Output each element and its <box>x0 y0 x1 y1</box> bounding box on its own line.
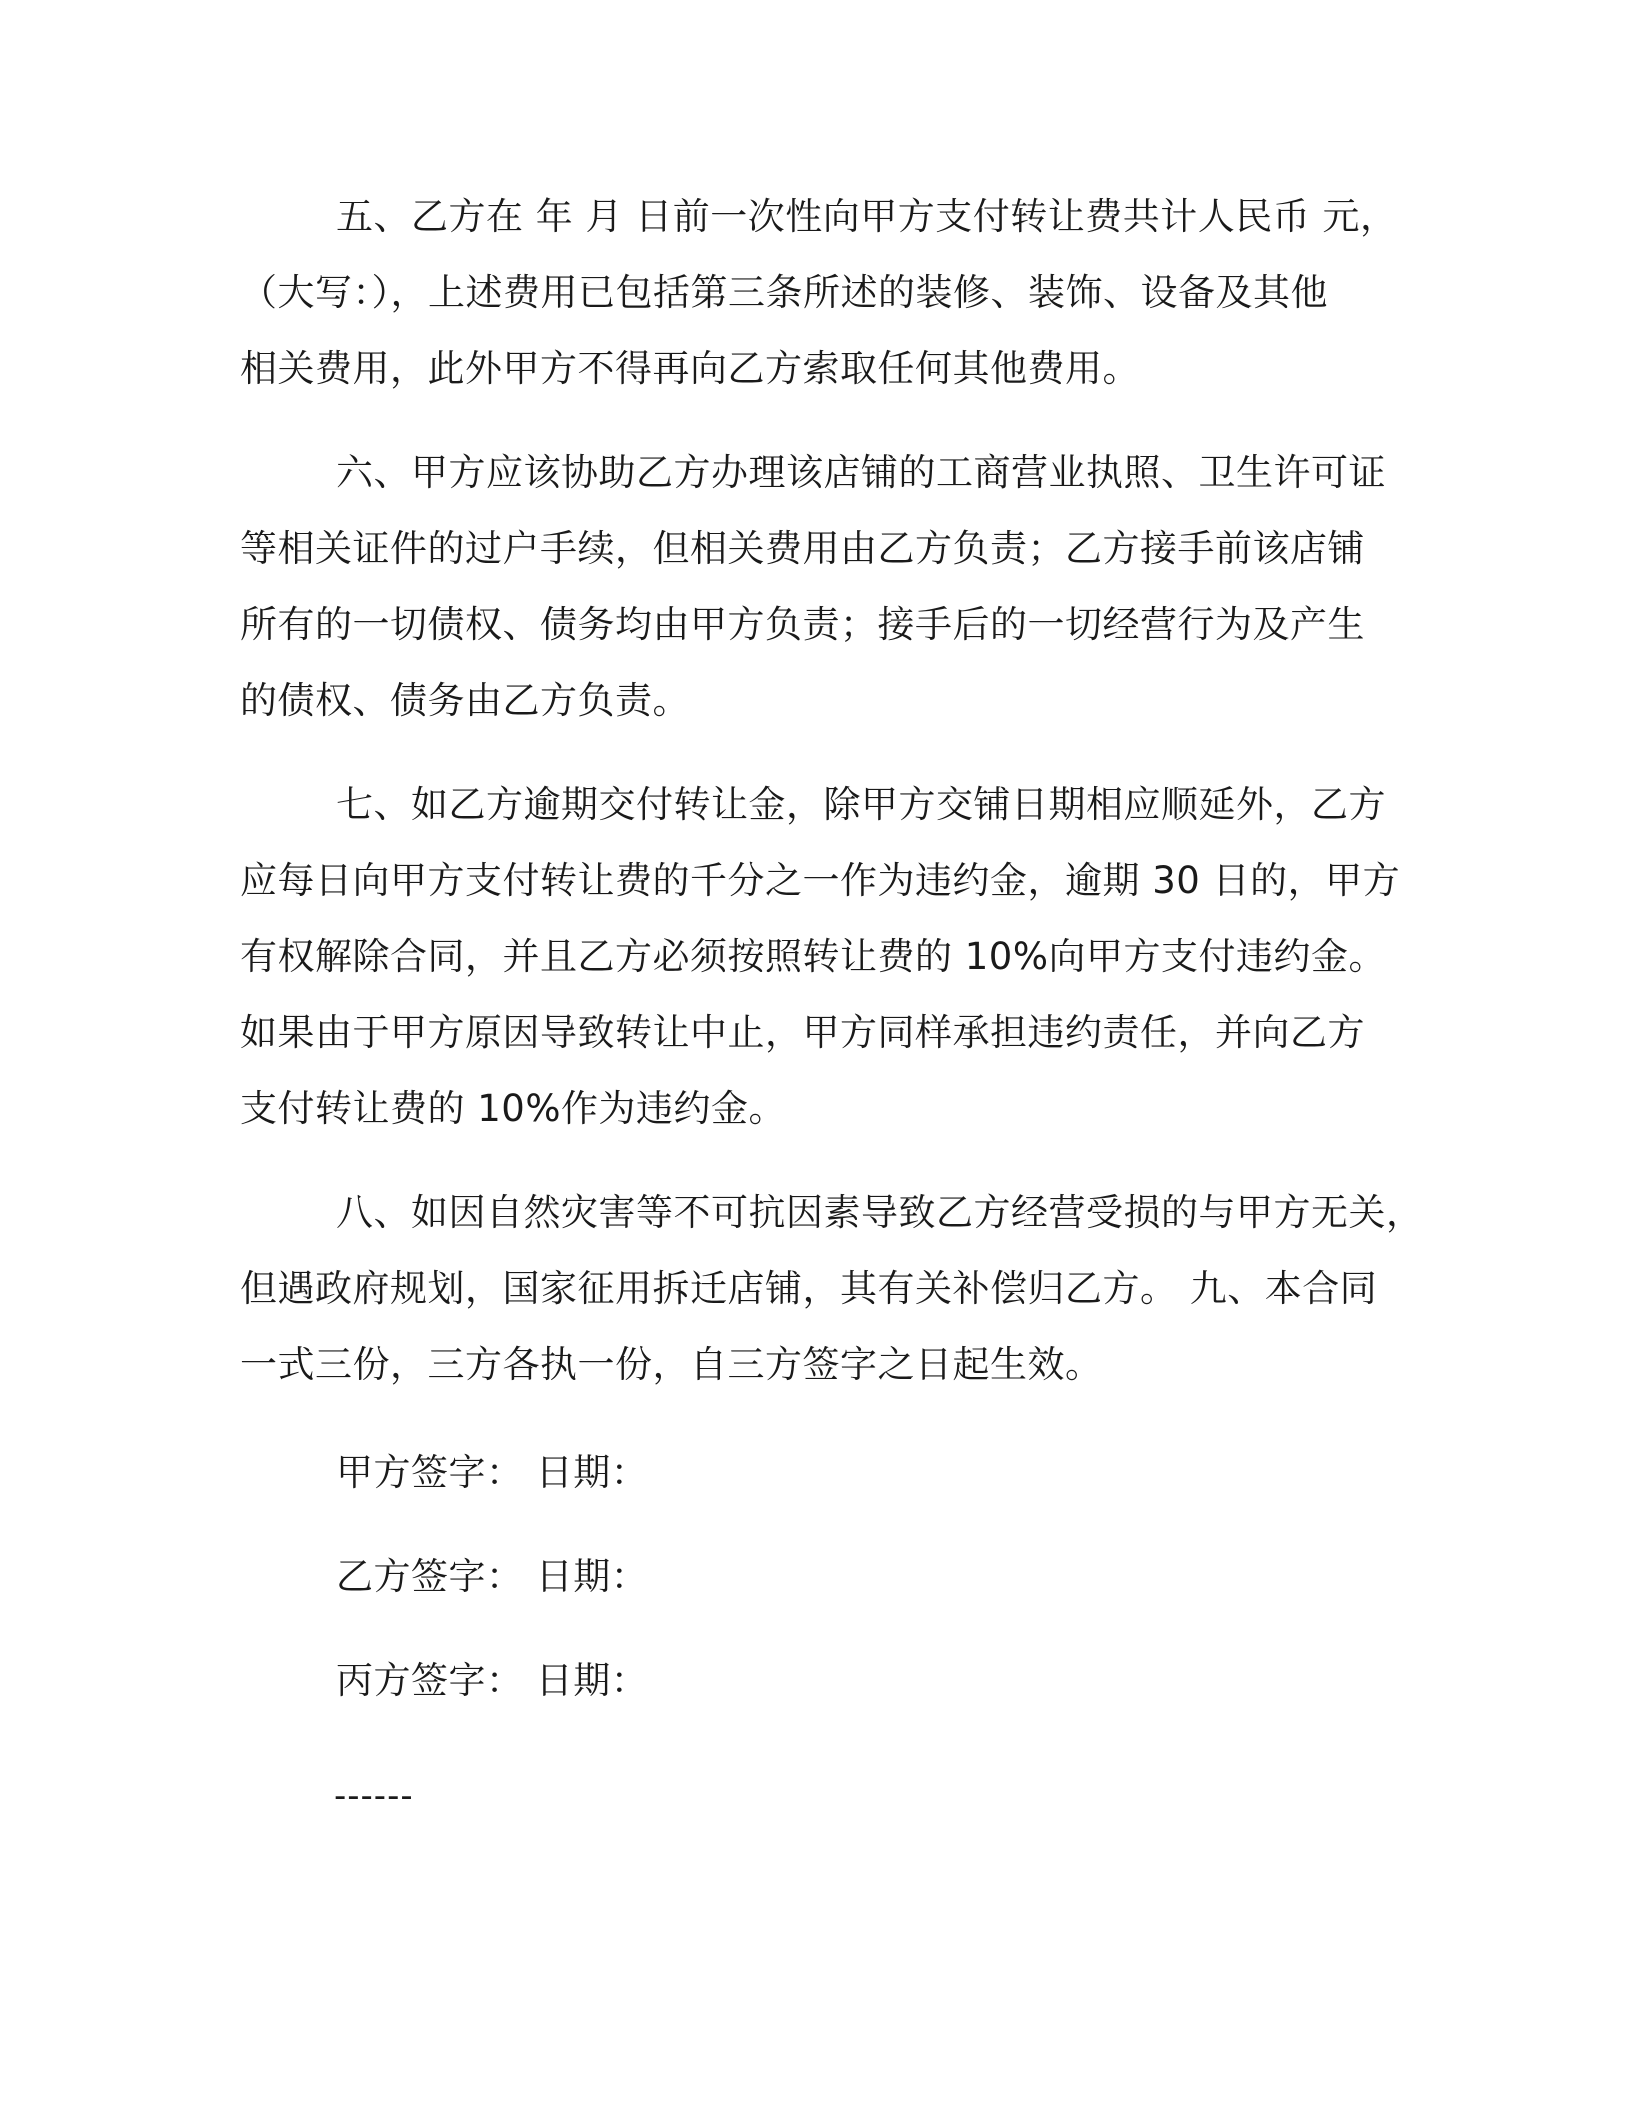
signature-party-a: 甲方签字： 日期： <box>336 1451 649 1494</box>
clause-7-line-3: 有权解除合同，并且乙方必须按照转让费的 10%向甲方支付违约金。 <box>240 935 1386 978</box>
clause-8-line-2: 但遇政府规划，国家征用拆迁店铺，其有关补偿归乙方。 九、本合同 <box>240 1267 1378 1310</box>
clause-8-line-1: 八、如因自然灾害等不可抗因素导致乙方经营受损的与甲方无关， <box>336 1191 1424 1234</box>
clause-7-line-1: 七、如乙方逾期交付转让金，除甲方交铺日期相应顺延外，乙方 <box>336 783 1386 826</box>
clause-5-line-2: （大写：），上述费用已包括第三条所述的装修、装饰、设备及其他 <box>240 271 1328 314</box>
clause-6-line-3: 所有的一切债权、债务均由甲方负责；接手后的一切经营行为及产生 <box>240 603 1365 646</box>
clause-8-line-3: 一式三份，三方各执一份，自三方签字之日起生效。 <box>240 1343 1103 1386</box>
clause-6-line-1: 六、甲方应该协助乙方办理该店铺的工商营业执照、卫生许可证 <box>336 451 1386 494</box>
clause-7-line-2: 应每日向甲方支付转让费的千分之一作为违约金，逾期 30 日的，甲方 <box>240 859 1401 902</box>
clause-5-line-3: 相关费用，此外甲方不得再向乙方索取任何其他费用。 <box>240 347 1140 390</box>
clause-5-line-1: 五、乙方在 年 月 日前一次性向甲方支付转让费共计人民币 元， <box>336 195 1398 238</box>
clause-7-line-5: 支付转让费的 10%作为违约金。 <box>240 1087 786 1130</box>
separator-dashes: ------ <box>334 1776 414 1816</box>
clause-6-line-4: 的债权、债务由乙方负责。 <box>240 679 690 722</box>
clause-7-line-4: 如果由于甲方原因导致转让中止，甲方同样承担违约责任，并向乙方 <box>240 1011 1365 1054</box>
signature-party-c: 丙方签字： 日期： <box>336 1659 649 1702</box>
signature-party-b: 乙方签字： 日期： <box>336 1555 649 1598</box>
clause-6-line-2: 等相关证件的过户手续，但相关费用由乙方负责；乙方接手前该店铺 <box>240 527 1365 570</box>
